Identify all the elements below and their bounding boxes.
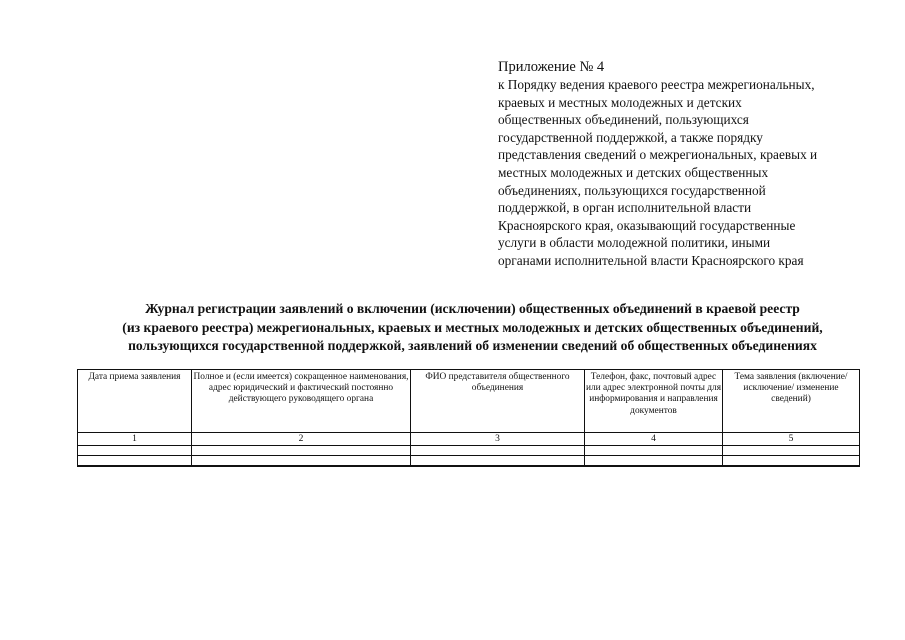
appendix-line: Красноярского края, оказывающий государственные xyxy=(498,217,796,233)
column-number: 2 xyxy=(192,433,411,446)
appendix-line: местных молодежных и детских общественных xyxy=(498,164,769,180)
header-representative-name: ФИО представителя общественного объединения xyxy=(411,370,585,433)
table-cell xyxy=(723,446,860,456)
table-row xyxy=(78,446,860,456)
header-application-date: Дата приема заявления xyxy=(78,370,192,433)
table-cell xyxy=(411,456,585,467)
appendix-line: услуги в области молодежной политики, иными xyxy=(498,235,771,251)
table-cell xyxy=(723,456,860,467)
appendix-description xyxy=(498,76,868,270)
appendix-line: органами исполнительной власти Красноярского края xyxy=(498,252,804,268)
journal-title xyxy=(40,300,905,356)
header-organization-name-address: Полное и (если имеется) сокращенное наименования, адрес юридический и фактический постоянно действующего руководящего органа xyxy=(192,370,411,433)
table-cell xyxy=(192,456,411,467)
column-number: 3 xyxy=(411,433,585,446)
table-row xyxy=(78,456,860,467)
appendix-line: общественных объединений, пользующихся xyxy=(498,112,749,128)
table-cell xyxy=(78,446,192,456)
table-header-row xyxy=(78,370,860,433)
table-cell xyxy=(585,446,723,456)
appendix-number: Приложение № 4 xyxy=(498,59,605,75)
header-application-subject: Тема заявления (включение/исключение/ изменение сведений) xyxy=(723,370,860,433)
appendix-block xyxy=(498,58,868,270)
table-cell xyxy=(192,446,411,456)
registration-journal-table xyxy=(77,369,860,467)
header-contact-details: Телефон, факс, почтовый адрес или адрес электронной почты для информирования и направления документов xyxy=(585,370,723,433)
table-cell xyxy=(411,446,585,456)
table-cell xyxy=(78,456,192,467)
appendix-line: поддержкой, в орган исполнительной власти xyxy=(498,200,752,216)
journal-title-line: пользующихся государственной поддержкой, заявлений об изменении сведений об общественных объединениях xyxy=(128,338,817,353)
appendix-line: к Порядку ведения краевого реестра межрегиональных, xyxy=(498,77,815,92)
appendix-line: объединениях, пользующихся государственной xyxy=(498,182,766,198)
table-cell xyxy=(585,456,723,467)
column-number: 1 xyxy=(78,433,192,446)
journal-title-line: (из краевого реестра) межрегиональных, краевых и местных молодежных и детских общественных объединений, xyxy=(122,319,823,335)
journal-title-line: Журнал регистрации заявлений о включении (исключении) общественных объединений в краевой реестр xyxy=(145,301,800,316)
column-number: 5 xyxy=(723,433,860,446)
appendix-line: государственной поддержкой, а также порядку xyxy=(498,129,763,145)
appendix-line: представления сведений о межрегиональных, краевых и xyxy=(498,147,818,163)
appendix-line: краевых и местных молодежных и детских xyxy=(498,94,742,110)
column-number: 4 xyxy=(585,433,723,446)
column-number-row xyxy=(78,433,860,446)
